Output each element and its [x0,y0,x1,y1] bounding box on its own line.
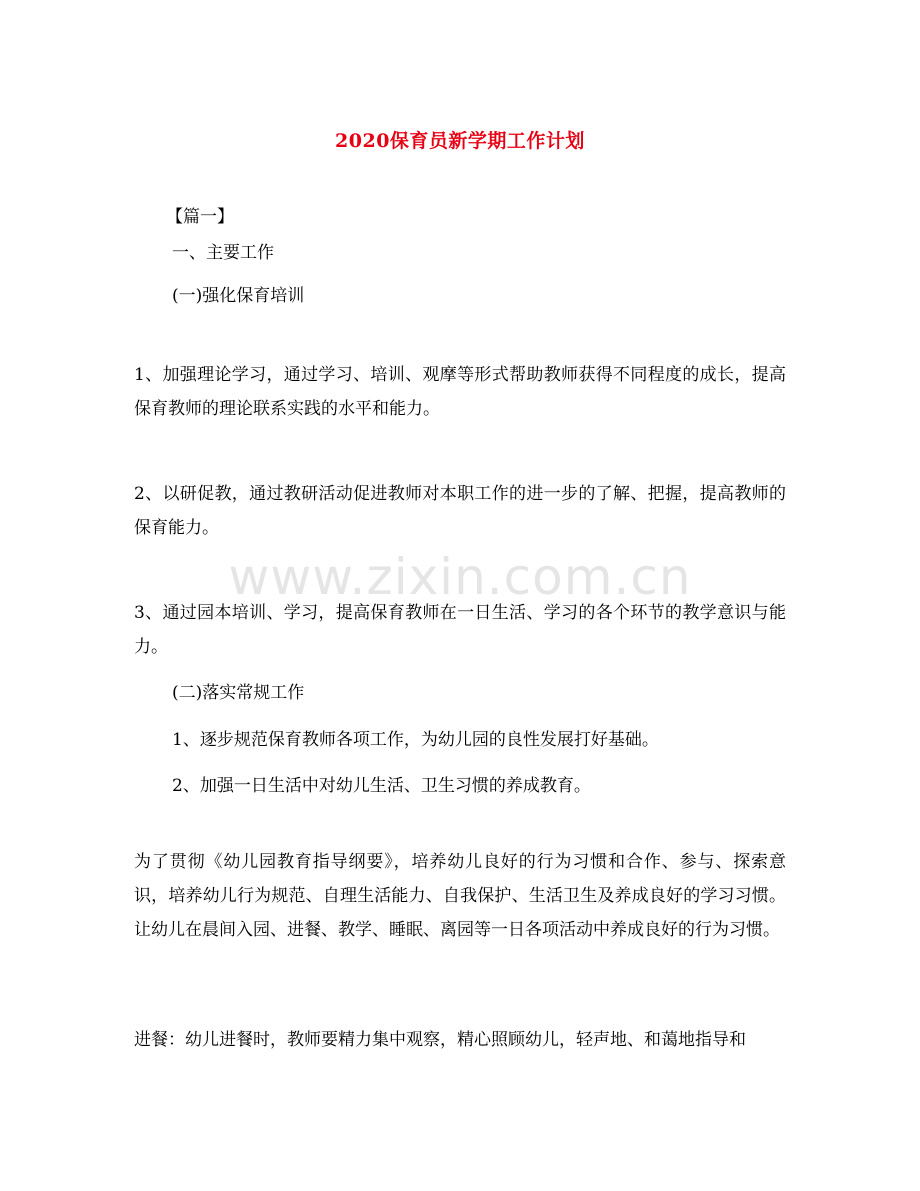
item-theory-study: 1、加强理论学习，通过学习、培训、观摩等形式帮助教师获得不同程度的成长，提高保育教师的理论联系实践的水平和能力。 [134,365,786,419]
subheading-routine: (二)落实常规工作 [172,683,305,703]
site-watermark: www.zixin.com.cn [228,548,692,606]
heading-main-work: 一、主要工作 [172,243,274,263]
document-title: 2020保育员新学期工作计划 [335,130,585,152]
item-research-teaching: 2、以研促教，通过教研活动促进教师对本职工作的进一步的了解、把握，提高教师的保育能力。 [134,484,786,538]
subheading-training: (一)强化保育培训 [172,286,305,306]
item-standardize: 1、逐步规范保育教师各项工作，为幼儿园的良性发展打好基础。 [172,730,659,750]
section-label: 【篇一】 [166,207,234,227]
paragraph-meal: 进餐：幼儿进餐时，教师要精力集中观察，精心照顾幼儿，轻声地、和蔼地指导和 [134,1030,746,1050]
paragraph-guideline: 为了贯彻《幼儿园教育指导纲要》，培养幼儿良好的行为习惯和合作、参与、探索意识，培养幼儿行为规范、自理生活能力、自我保护、生活卫生及养成良好的学习习惯。让幼儿在晨间入园、进餐、教学、睡眠、离园等一日各项活动中养成良好的行为习惯。 [134,852,786,940]
item-school-training: 3、通过园本培训、学习，提高保育教师在一日生活、学习的各个环节的教学意识与能力。 [134,603,786,657]
item-habits: 2、加强一日生活中对幼儿生活、卫生习惯的养成教育。 [172,776,591,796]
